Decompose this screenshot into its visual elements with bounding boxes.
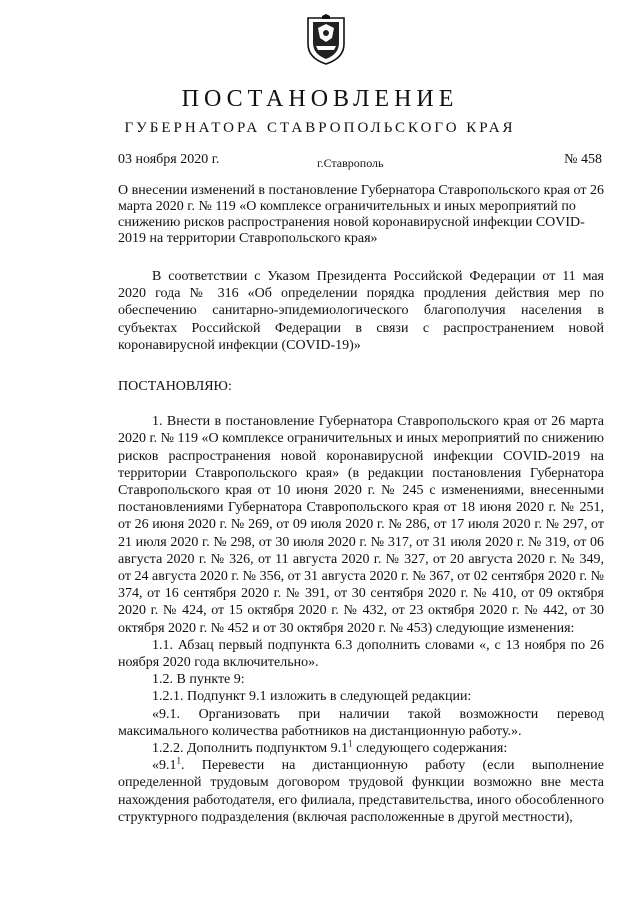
document-number: № 458 xyxy=(564,152,602,167)
paragraph-1-2: 1.2. В пункте 9: xyxy=(152,672,245,688)
paragraph-1-2-2-tail: следующего содержания: xyxy=(352,741,508,757)
preamble: В соответствии с Указом Президента Российской Федерации от 11 мая 2020 года № 316 «Об определении порядка продления действия мер по обеспечению санитарно-эпидемиологического благополучия населения в субъектах Российской Федерации в связи с распространением новой коронавирусной инфекции (COVID-19)» xyxy=(118,269,604,353)
paragraph-9-1-1 xyxy=(118,757,604,826)
paragraph-9-1: «9.1. Организовать при наличии такой возможности перевод максимального количества работников на дистанционную работу.». xyxy=(118,706,604,739)
decree-heading: ПОСТАНОВЛЯЮ: xyxy=(118,379,232,395)
paragraph-1: 1. Внести в постановление Губернатора Ставропольского края от 26 марта 2020 г. № 119 «О комплексе ограничительных и иных мероприятий по снижению рисков распространения новой коронавирусной инфекции COVID-2019 на территории Ставропольского края» (в редакции постановления Губернатора Ставропольского края от 10 июня 2020 г. № 245 с изменениями, внесенными постановлениями Губернатора Ставропольского края от 18 июня 2020 г. № 251, от 26 июня 2020 г. № 269, от 09 июля 2020 г. № 286, от 17 июля 2020 г. № 297, от 21 июля 2020 г. № 298, от 30 июля 2020 г. № 317, от 31 июля 2020 г. № 319, от 06 августа 2020 г. № 326, от 11 августа 2020 г. № 327, от 20 августа 2020 г. № 349, от 24 августа 2020 г. № 356, от 31 августа 2020 г. № 367, от 02 сентября 2020 г. № 374, от 16 сентября 2020 г. № 391, от 30 сентября 2020 г. № 410, от 09 октября 2020 г. № 424, от 15 октября 2020 г. № 432, от 23 октября 2020 г. № 442, от 30 октября 2020 г. № 452 и от 30 октября 2020 г. № 453) следующие изменения: xyxy=(118,414,604,636)
paragraph-1-2-2-text: 1.2.2. Дополнить подпунктом 9.1 xyxy=(152,741,349,757)
coat-of-arms-icon xyxy=(304,14,348,66)
paragraph-9-1-1-head: «9.1 xyxy=(152,758,177,774)
document-date: 03 ноября 2020 г. xyxy=(118,152,220,167)
document-title: ПОСТАНОВЛЕНИЕ xyxy=(181,86,459,112)
document-subtitle: ГУБЕРНАТОРА СТАВРОПОЛЬСКОГО КРАЯ xyxy=(124,120,516,136)
document-subject: О внесении изменений в постановление Губернатора Ставропольского края от 26 марта 2020 г. № 119 «О комплексе ограничительных и иных мероприятий по снижению рисков распространения новой коронавирусной инфекции COVID-2019 на территории Ставропольского края» xyxy=(118,183,604,246)
superscript: 1 xyxy=(348,738,353,749)
paragraph-1-1: 1.1. Абзац первый подпункта 6.3 дополнить словами «, с 13 ноября по 26 ноября 2020 года включительно». xyxy=(118,637,604,671)
paragraph-1-2-1: 1.2.1. Подпункт 9.1 изложить в следующей редакции: xyxy=(152,689,472,705)
document-city: г.Ставрополь xyxy=(317,156,384,170)
paragraph-1-2-2 xyxy=(118,740,604,757)
document-body xyxy=(118,268,604,826)
superscript: 1 xyxy=(176,755,181,766)
paragraph-9-1-1-text: . Перевести на дистанционную работу (если выполнение определенной трудовым договором трудовой функции возможно вне места нахождения работодателя, его филиала, представительства, иного обособленного структурного подразделения (включая расположенные в другой местности), xyxy=(118,758,604,825)
